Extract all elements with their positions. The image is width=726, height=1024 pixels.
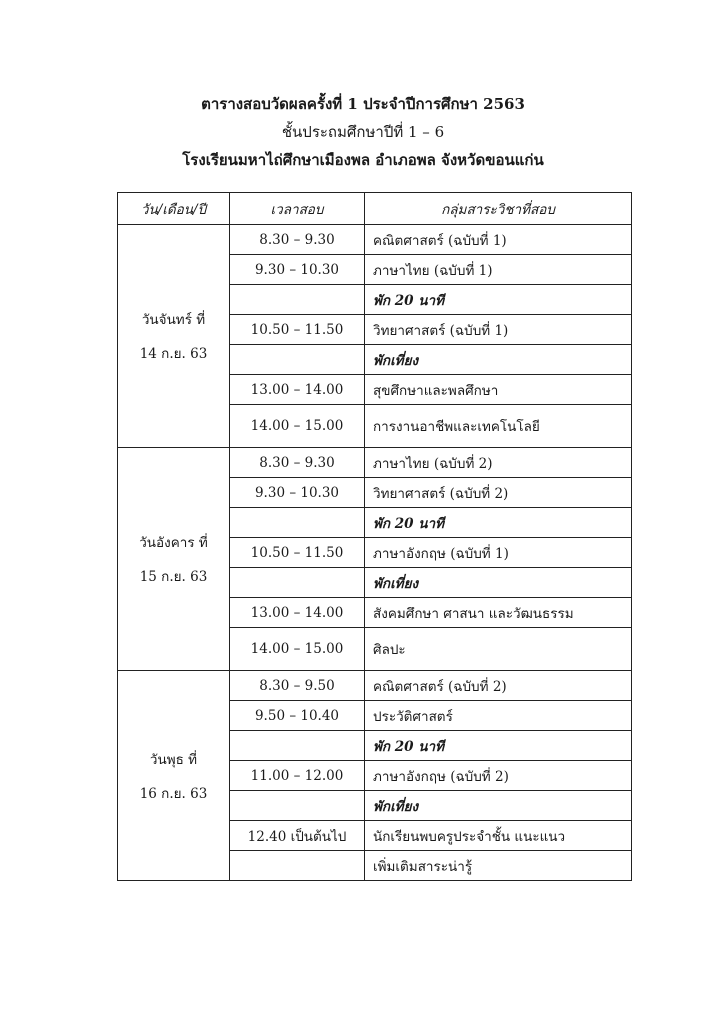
day-cell [118,671,230,881]
break-cell: พักเที่ยง [365,568,632,598]
exam-time-cell: 8.30 – 9.30 [230,448,365,478]
subject-cell: สุขศึกษาและพลศึกษา [365,375,632,405]
exam-time-cell: 9.30 – 10.30 [230,255,365,285]
exam-time-cell: 11.00 – 12.00 [230,761,365,791]
exam-time-cell: 9.30 – 10.30 [230,478,365,508]
exam-time-cell: 13.00 – 14.00 [230,375,365,405]
exam-time-cell: 9.50 – 10.40 [230,701,365,731]
day-name: วันพุธ ที่ [149,751,198,768]
subject-cell: ศิลปะ [365,628,632,671]
day-cell [118,225,230,448]
exam-time-cell: 8.30 – 9.30 [230,225,365,255]
break-cell: พัก 20 นาที [365,285,632,315]
exam-time-cell [230,731,365,761]
break-cell: พักเที่ยง [365,791,632,821]
grade-level-subtitle: ชั้นประถมศึกษาปีที่ 1 – 6 [281,123,445,141]
exam-time-cell [230,508,365,538]
subject-cell: คณิตศาสตร์ (ฉบับที่ 2) [365,671,632,701]
exam-time-cell: 12.40 เป็นต้นไป [230,821,365,851]
break-cell: พัก 20 นาที [365,731,632,761]
document-title: ตารางสอบวัดผลครั้งที่ 1 ประจำปีการศึกษา 2563 [201,95,525,113]
exam-time-cell [230,851,365,881]
exam-time-cell: 14.00 – 15.00 [230,628,365,671]
exam-time-cell [230,285,365,315]
subject-cell: ภาษาอังกฤษ (ฉบับที่ 1) [365,538,632,568]
subject-cell: วิทยาศาสตร์ (ฉบับที่ 1) [365,315,632,345]
column-header-subject: กลุ่มสาระวิชาที่สอบ [365,193,632,225]
column-header-time: เวลาสอบ [230,193,365,225]
exam-time-cell: 14.00 – 15.00 [230,405,365,448]
subject-cell: การงานอาชีพและเทคโนโลยี [365,405,632,448]
table-row [118,671,632,701]
exam-time-cell: 10.50 – 11.50 [230,315,365,345]
day-name: วันอังคาร ที่ [139,535,208,551]
exam-time-cell: 8.30 – 9.50 [230,671,365,701]
column-header-date: วัน/เดือน/ปี [118,193,230,225]
day-name: วันจันทร์ ที่ [141,312,206,328]
break-cell: พักเที่ยง [365,345,632,375]
subject-cell: เพิ่มเติมสาระน่ารู้ [365,851,632,881]
day-cell [118,448,230,671]
subject-cell: ภาษาอังกฤษ (ฉบับที่ 2) [365,761,632,791]
day-date: 15 ก.ย. 63 [139,569,208,585]
table-row [118,225,632,255]
subject-cell: นักเรียนพบครูประจำชั้น แนะแนว [365,821,632,851]
exam-time-cell: 13.00 – 14.00 [230,598,365,628]
table-row [118,448,632,478]
exam-time-cell: 10.50 – 11.50 [230,538,365,568]
subject-cell: ประวัติศาสตร์ [365,701,632,731]
table-header-row [118,193,632,225]
exam-time-cell [230,345,365,375]
day-date: 14 ก.ย. 63 [139,346,208,362]
subject-cell: คณิตศาสตร์ (ฉบับที่ 1) [365,225,632,255]
school-name-subtitle: โรงเรียนมหาไถ่ศึกษาเมืองพล อำเภอพล จังหวัดขอนแก่น [182,151,544,169]
exam-schedule-table [117,192,632,881]
subject-cell: สังคมศึกษา ศาสนา และวัฒนธรรม [365,598,632,628]
break-cell: พัก 20 นาที [365,508,632,538]
subject-cell: วิทยาศาสตร์ (ฉบับที่ 2) [365,478,632,508]
subject-cell: ภาษาไทย (ฉบับที่ 1) [365,255,632,285]
exam-time-cell [230,568,365,598]
day-date: 16 ก.ย. 63 [139,785,208,802]
exam-time-cell [230,791,365,821]
schedule-body [118,225,632,881]
subject-cell: ภาษาไทย (ฉบับที่ 2) [365,448,632,478]
